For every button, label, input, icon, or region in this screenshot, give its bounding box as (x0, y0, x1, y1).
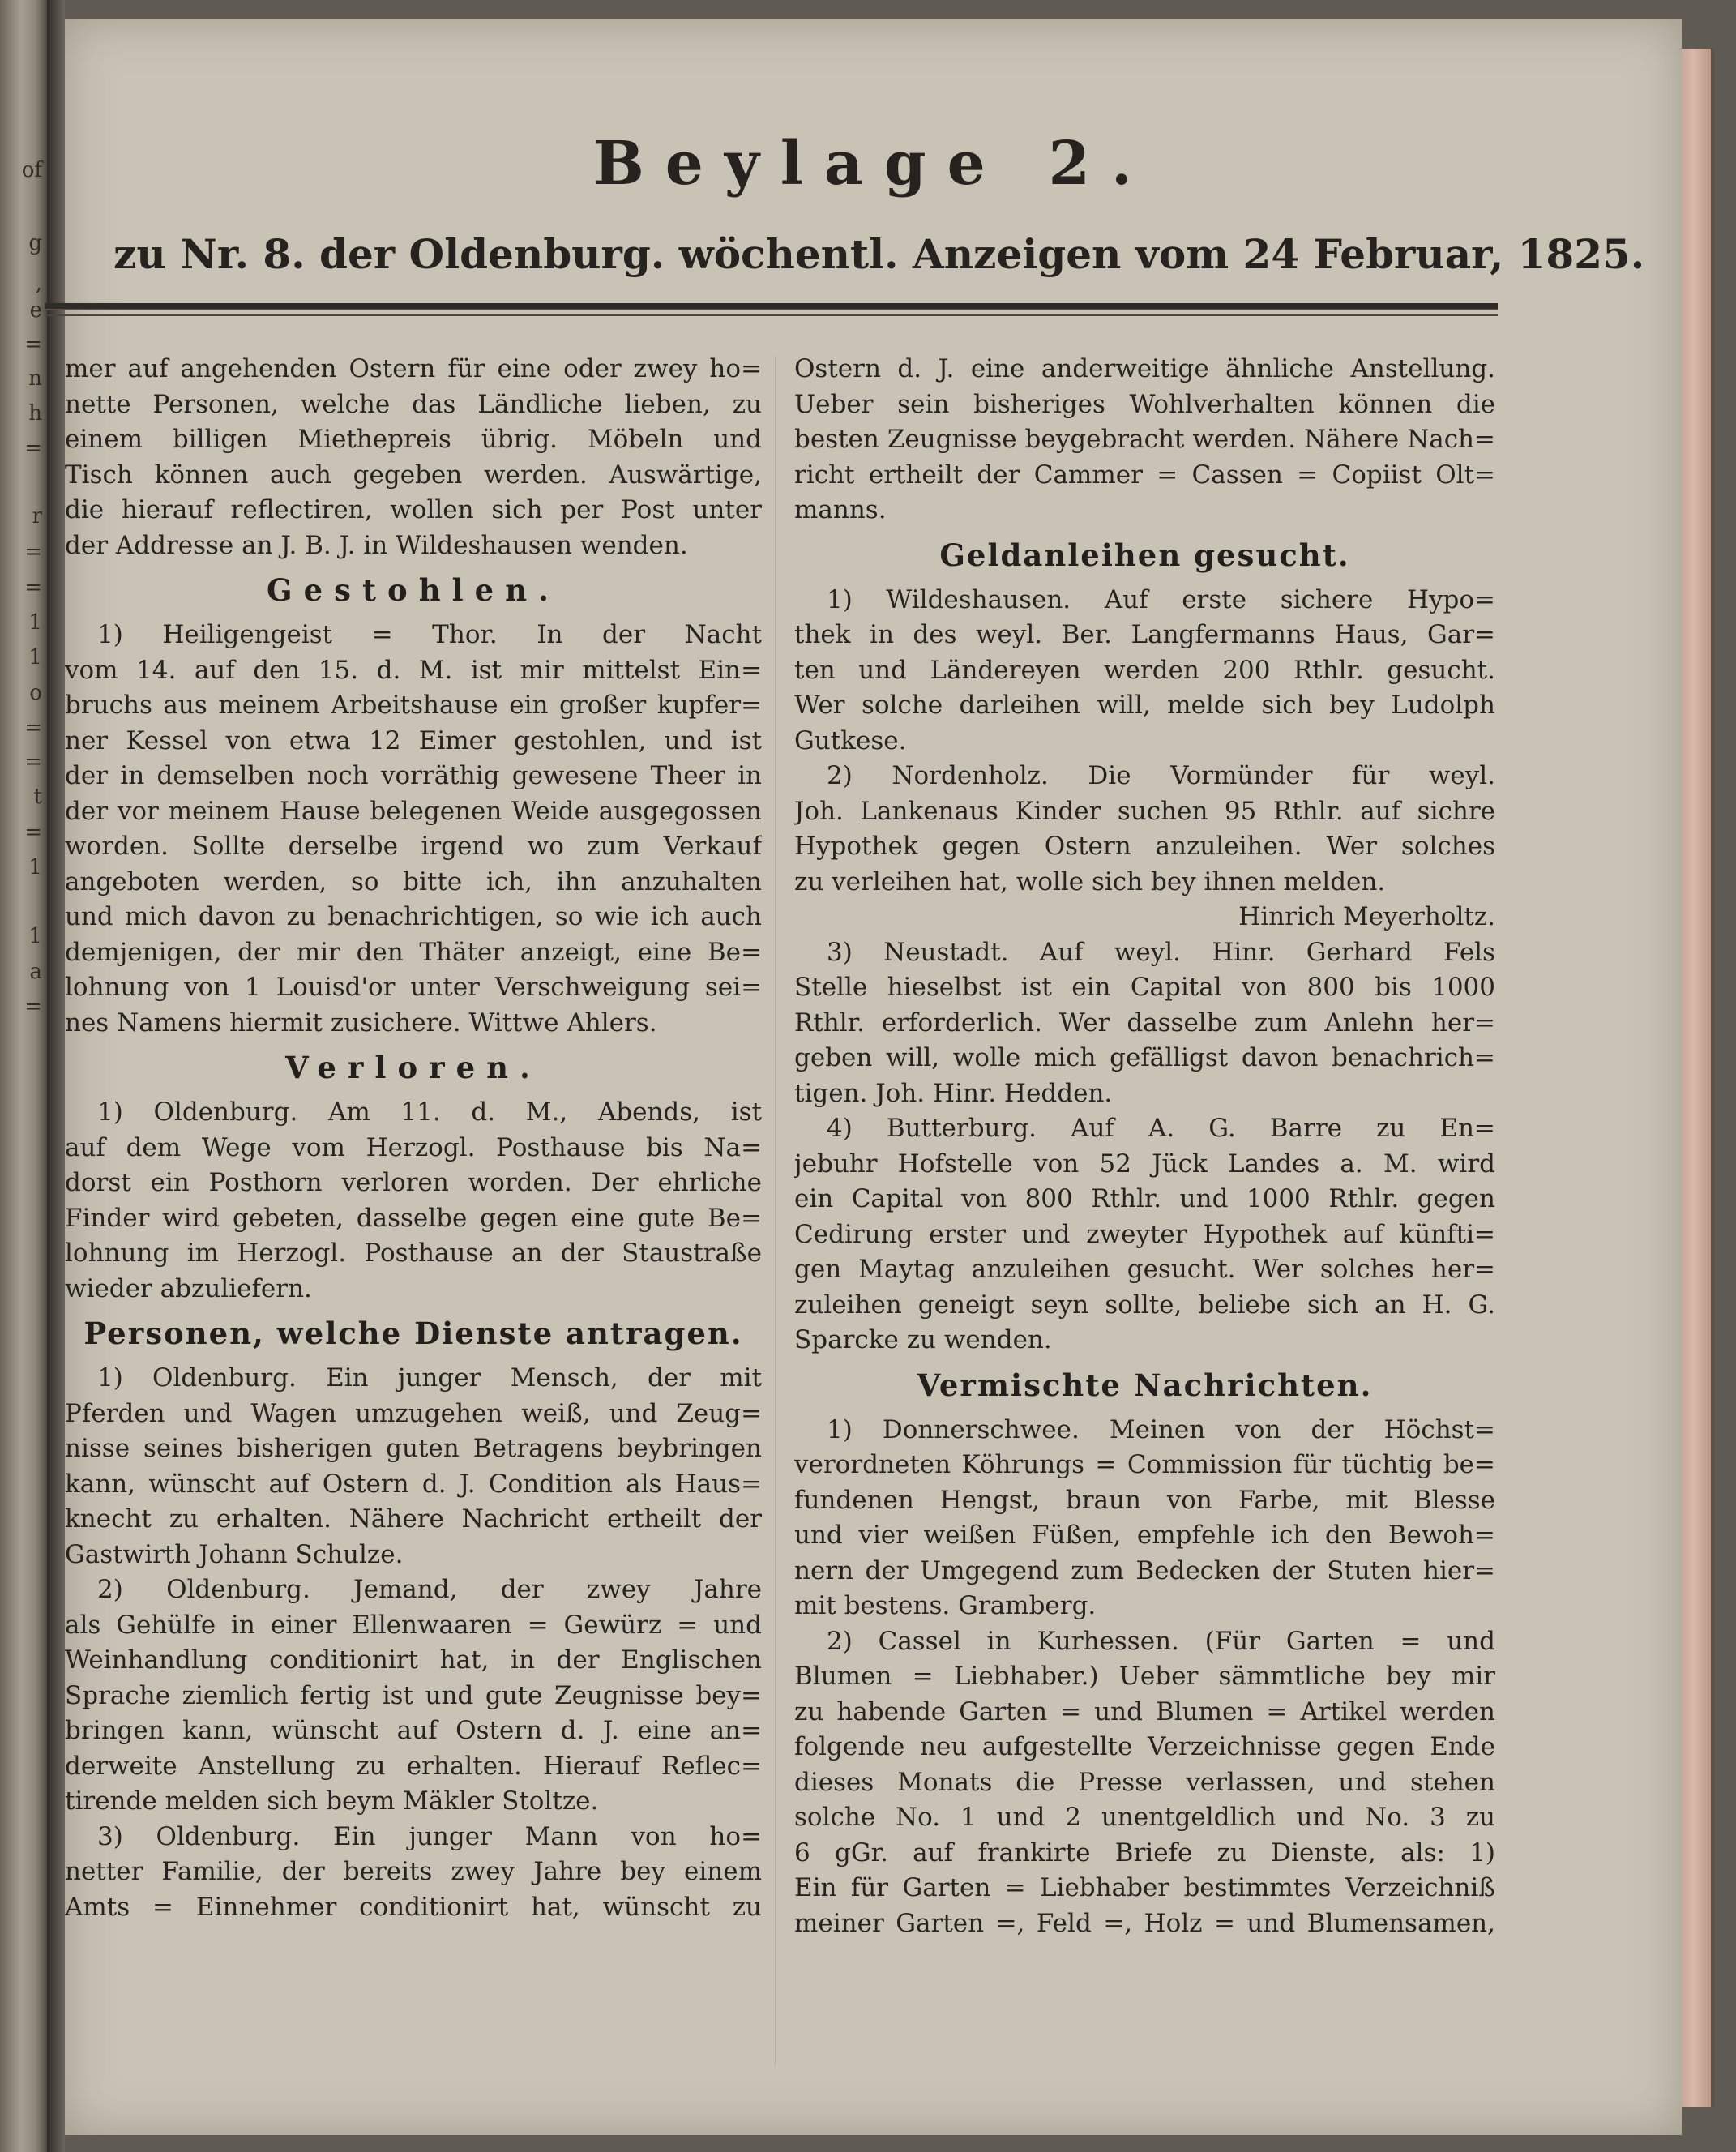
text-line: und mich davon zu benachrichtigen, so wie ich auch (65, 902, 762, 931)
previous-page-edge (0, 0, 47, 2152)
text-line: Blumen = Liebhaber.) Ueber sämmtliche bey mir (794, 1662, 1495, 1691)
text-line: Sparcke zu wenden. (794, 1325, 1052, 1354)
text-line: ner Kessel von etwa 12 Eimer gestohlen, und ist (65, 725, 762, 755)
text-line: bringen kann, wünscht auf Ostern d. J. eine an= (65, 1716, 762, 1745)
newspaper-page (65, 19, 1682, 2135)
margin-fragment: = (24, 575, 42, 600)
text-line: Gutkese. (794, 725, 907, 755)
text-line: der in demselben noch vorräthig gewesene Theer in (65, 761, 762, 790)
text-line: meiner Garten =, Feld =, Holz = und Blumensamen, (794, 1908, 1495, 1938)
text-line: Amts = Einnehmer conditionirt hat, wünscht zu (65, 1892, 762, 1922)
margin-fragment: 1 (28, 645, 42, 670)
margin-fragment: r (32, 504, 42, 528)
section-heading: Personen, welche Dienste antragen. (83, 1316, 743, 1351)
text-line: dorst ein Posthorn verloren worden. Der ehrliche (65, 1168, 762, 1197)
text-line: kann, wünscht auf Ostern d. J. Condition als Haus= (65, 1469, 762, 1499)
margin-fragment: e (29, 298, 42, 323)
text-line: nes Namens hiermit zusichere. Wittwe Ahlers. (65, 1008, 657, 1037)
text-line: nisse seines bisherigen guten Betragens beybringen (65, 1434, 762, 1463)
text-line: der Addresse an J. B. J. in Wildeshausen wenden. (65, 530, 688, 560)
margin-fragment: = (24, 436, 42, 460)
text-line: Stelle hieselbst ist ein Capital von 800 bis 1000 (794, 973, 1495, 1002)
text-line: Finder wird gebeten, dasselbe gegen eine gute Be= (65, 1203, 762, 1233)
text-line: angeboten werden, so bitte ich, ihn anzuhalten (65, 866, 762, 896)
text-line: als Gehülfe in einer Ellenwaaren = Gewürz = und (65, 1610, 762, 1640)
section-heading: Gestohlen. (266, 572, 561, 608)
text-line: derweite Anstellung zu erhalten. Hierauf Reflec= (65, 1751, 762, 1781)
margin-fragment: = (24, 750, 42, 774)
text-line: fundenen Hengst, braun von Farbe, mit Blesse (794, 1485, 1495, 1515)
text-line: 3) Neustadt. Auf weyl. Hinr. Gerhard Fels (827, 937, 1495, 967)
margin-fragment: g (28, 231, 42, 255)
book-gutter (47, 0, 65, 2152)
text-line: 6 gGr. auf frankirte Briefe zu Dienste, als: 1) (794, 1838, 1495, 1867)
text-line: manns. (794, 495, 887, 524)
margin-fragment: 1 (28, 855, 42, 879)
page-block-edge (1682, 49, 1714, 2107)
margin-fragment: = (24, 995, 42, 1019)
text-line: besten Zeugnisse beygebracht werden. Nähere Nach= (794, 425, 1495, 454)
text-line: Ein für Garten = Liebhaber bestimmtes Verzeichniß (794, 1873, 1495, 1902)
text-line: Pferden und Wagen umzugehen weiß, und Zeug= (65, 1398, 762, 1428)
margin-fragment: = (24, 716, 42, 740)
text-line: zu habende Garten = und Blumen = Artikel werden (794, 1696, 1495, 1726)
margin-fragment: 1 (28, 610, 42, 635)
text-line: der vor meinem Hause belegenen Weide ausgegossen (65, 796, 762, 826)
text-line: mit bestens. Gramberg. (794, 1591, 1097, 1620)
text-line: verordneten Köhrungs = Commission für tüchtig be= (794, 1450, 1495, 1479)
text-line: vom 14. auf den 15. d. M. ist mir mittelst Ein= (65, 655, 762, 685)
text-line: 4) Butterburg. Auf A. G. Barre zu En= (827, 1114, 1495, 1143)
text-line: gen Maytag anzuleihen gesucht. Wer solches her= (794, 1255, 1495, 1284)
text-line: 1) Oldenburg. Am 11. d. M., Abends, ist (97, 1097, 762, 1127)
text-line: ein Capital von 800 Rthlr. und 1000 Rthlr. gegen (794, 1184, 1495, 1213)
text-line: und vier weißen Füßen, empfehle ich den Bewoh= (794, 1521, 1495, 1550)
text-line: 1) Heiligengeist = Thor. In der Nacht (97, 620, 762, 649)
text-line: bruchs aus meinem Arbeitshause ein großer kupfer= (65, 691, 762, 720)
section-heading: Vermischte Nachrichten. (917, 1367, 1373, 1403)
margin-fragment: = (24, 332, 42, 357)
right-column (794, 352, 1495, 1941)
text-line: Joh. Lankenaus Kinder suchen 95 Rthlr. auf sichre (794, 796, 1495, 826)
section-heading: Verloren. (285, 1050, 541, 1085)
text-line: einem billigen Miethepreis übrig. Möbeln und (65, 425, 762, 454)
text-line: 1) Donnerschwee. Meinen von der Höchst= (827, 1414, 1495, 1444)
left-column (65, 352, 762, 1925)
text-line: 1) Oldenburg. Ein junger Mensch, der mit (97, 1363, 762, 1393)
text-line: tirende melden sich beym Mäkler Stoltze. (65, 1786, 599, 1816)
column-separator (775, 356, 776, 2066)
margin-fragment: = (24, 820, 42, 845)
margin-fragment: a (29, 960, 42, 984)
text-line: folgende neu aufgestellte Verzeichnisse gegen Ende (794, 1732, 1495, 1761)
margin-fragment: h (28, 401, 42, 426)
margin-fragment: of (21, 158, 42, 182)
text-line: ten und Ländereyen werden 200 Rthlr. gesucht. (794, 655, 1495, 685)
text-line: wieder abzuliefern. (65, 1273, 312, 1303)
header-rule (45, 303, 1498, 310)
margin-fragment: , (35, 272, 42, 296)
text-line: dieses Monats die Presse verlassen, und stehen (794, 1767, 1495, 1797)
text-line: Hypothek gegen Ostern anzuleihen. Wer solches (794, 832, 1495, 861)
text-line: lohnung von 1 Louisd'or unter Verschweigung sei= (65, 973, 762, 1002)
text-line: Ueber sein bisheriges Wohlverhalten können die (794, 389, 1495, 419)
text-line: netter Familie, der bereits zwey Jahre bey einem (65, 1857, 762, 1886)
text-line: knecht zu erhalten. Nähere Nachricht ertheilt der (65, 1504, 762, 1534)
text-line: 2) Oldenburg. Jemand, der zwey Jahre (97, 1575, 762, 1604)
text-line: nette Personen, welche das Ländliche lieben, zu (65, 389, 762, 419)
text-line: geben will, wolle mich gefälligst davon benachrich= (794, 1043, 1495, 1072)
text-line: mer auf angehenden Ostern für eine oder zwey ho= (65, 354, 762, 383)
text-line: zuleihen geneigt seyn sollte, beliebe sich an H. G. (794, 1290, 1495, 1320)
text-line: zu verleihen hat, wolle sich bey ihnen melden. (794, 866, 1386, 896)
margin-fragment: 1 (28, 924, 42, 948)
text-line: demjenigen, der mir den Thäter anzeigt, eine Be= (65, 937, 762, 967)
text-line: auf dem Wege vom Herzogl. Posthause bis Na= (65, 1132, 762, 1162)
page-title: Beylage 2. (593, 129, 1153, 199)
text-line: lohnung im Herzogl. Posthause an der Staustraße (65, 1239, 762, 1268)
header-rule-thin (45, 314, 1498, 316)
margin-fragment: o (29, 681, 42, 705)
text-line: solche No. 1 und 2 unentgeldlich und No. 3 zu (794, 1803, 1495, 1832)
text-line: richt ertheilt der Cammer = Cassen = Copiist Olt= (794, 460, 1495, 490)
text-line: Sprache ziemlich fertig ist und gute Zeugnisse bey= (65, 1680, 762, 1710)
text-line: Hinrich Meyerholtz. (1238, 902, 1495, 931)
text-line: Cedirung erster und zweyter Hypothek auf künfti= (794, 1219, 1495, 1249)
text-line: Wer solche darleihen will, melde sich bey Ludolph (794, 691, 1495, 720)
text-line: nern der Umgegend zum Bedecken der Stuten hier= (794, 1555, 1495, 1585)
text-line: 1) Wildeshausen. Auf erste sichere Hypo= (827, 584, 1495, 614)
text-line: 2) Nordenholz. Die Vormünder für weyl. (827, 761, 1495, 790)
text-line: Ostern d. J. eine anderweitige ähnliche Anstellung. (794, 354, 1495, 383)
margin-fragment: t (33, 785, 42, 809)
text-line: Gastwirth Johann Schulze. (65, 1539, 404, 1569)
section-heading: Geldanleihen gesucht. (939, 537, 1350, 573)
text-line: 2) Cassel in Kurhessen. (Für Garten = und (827, 1626, 1495, 1656)
text-line: thek in des weyl. Ber. Langfermanns Haus, Gar= (794, 620, 1495, 649)
text-line: worden. Sollte derselbe irgend wo zum Verkauf (65, 832, 762, 861)
text-line: 3) Oldenburg. Ein junger Mann von ho= (97, 1821, 762, 1851)
text-line: Weinhandlung conditionirt hat, in der Englischen (65, 1645, 762, 1675)
page-subtitle: zu Nr. 8. der Oldenburg. wöchentl. Anzeigen vom 24 Februar, 1825. (113, 230, 1645, 278)
text-line: jebuhr Hofstelle von 52 Jück Landes a. M. wird (794, 1149, 1495, 1179)
text-line: Rthlr. erforderlich. Wer dasselbe zum Anlehn her= (794, 1008, 1495, 1037)
margin-fragment: n (28, 366, 42, 391)
margin-fragment: = (24, 540, 42, 564)
text-line: die hierauf reflectiren, wollen sich per Post unter (65, 495, 762, 524)
text-line: tigen. Joh. Hinr. Hedden. (794, 1078, 1113, 1108)
text-line: Tisch können auch gegeben werden. Auswärtige, (65, 460, 762, 490)
